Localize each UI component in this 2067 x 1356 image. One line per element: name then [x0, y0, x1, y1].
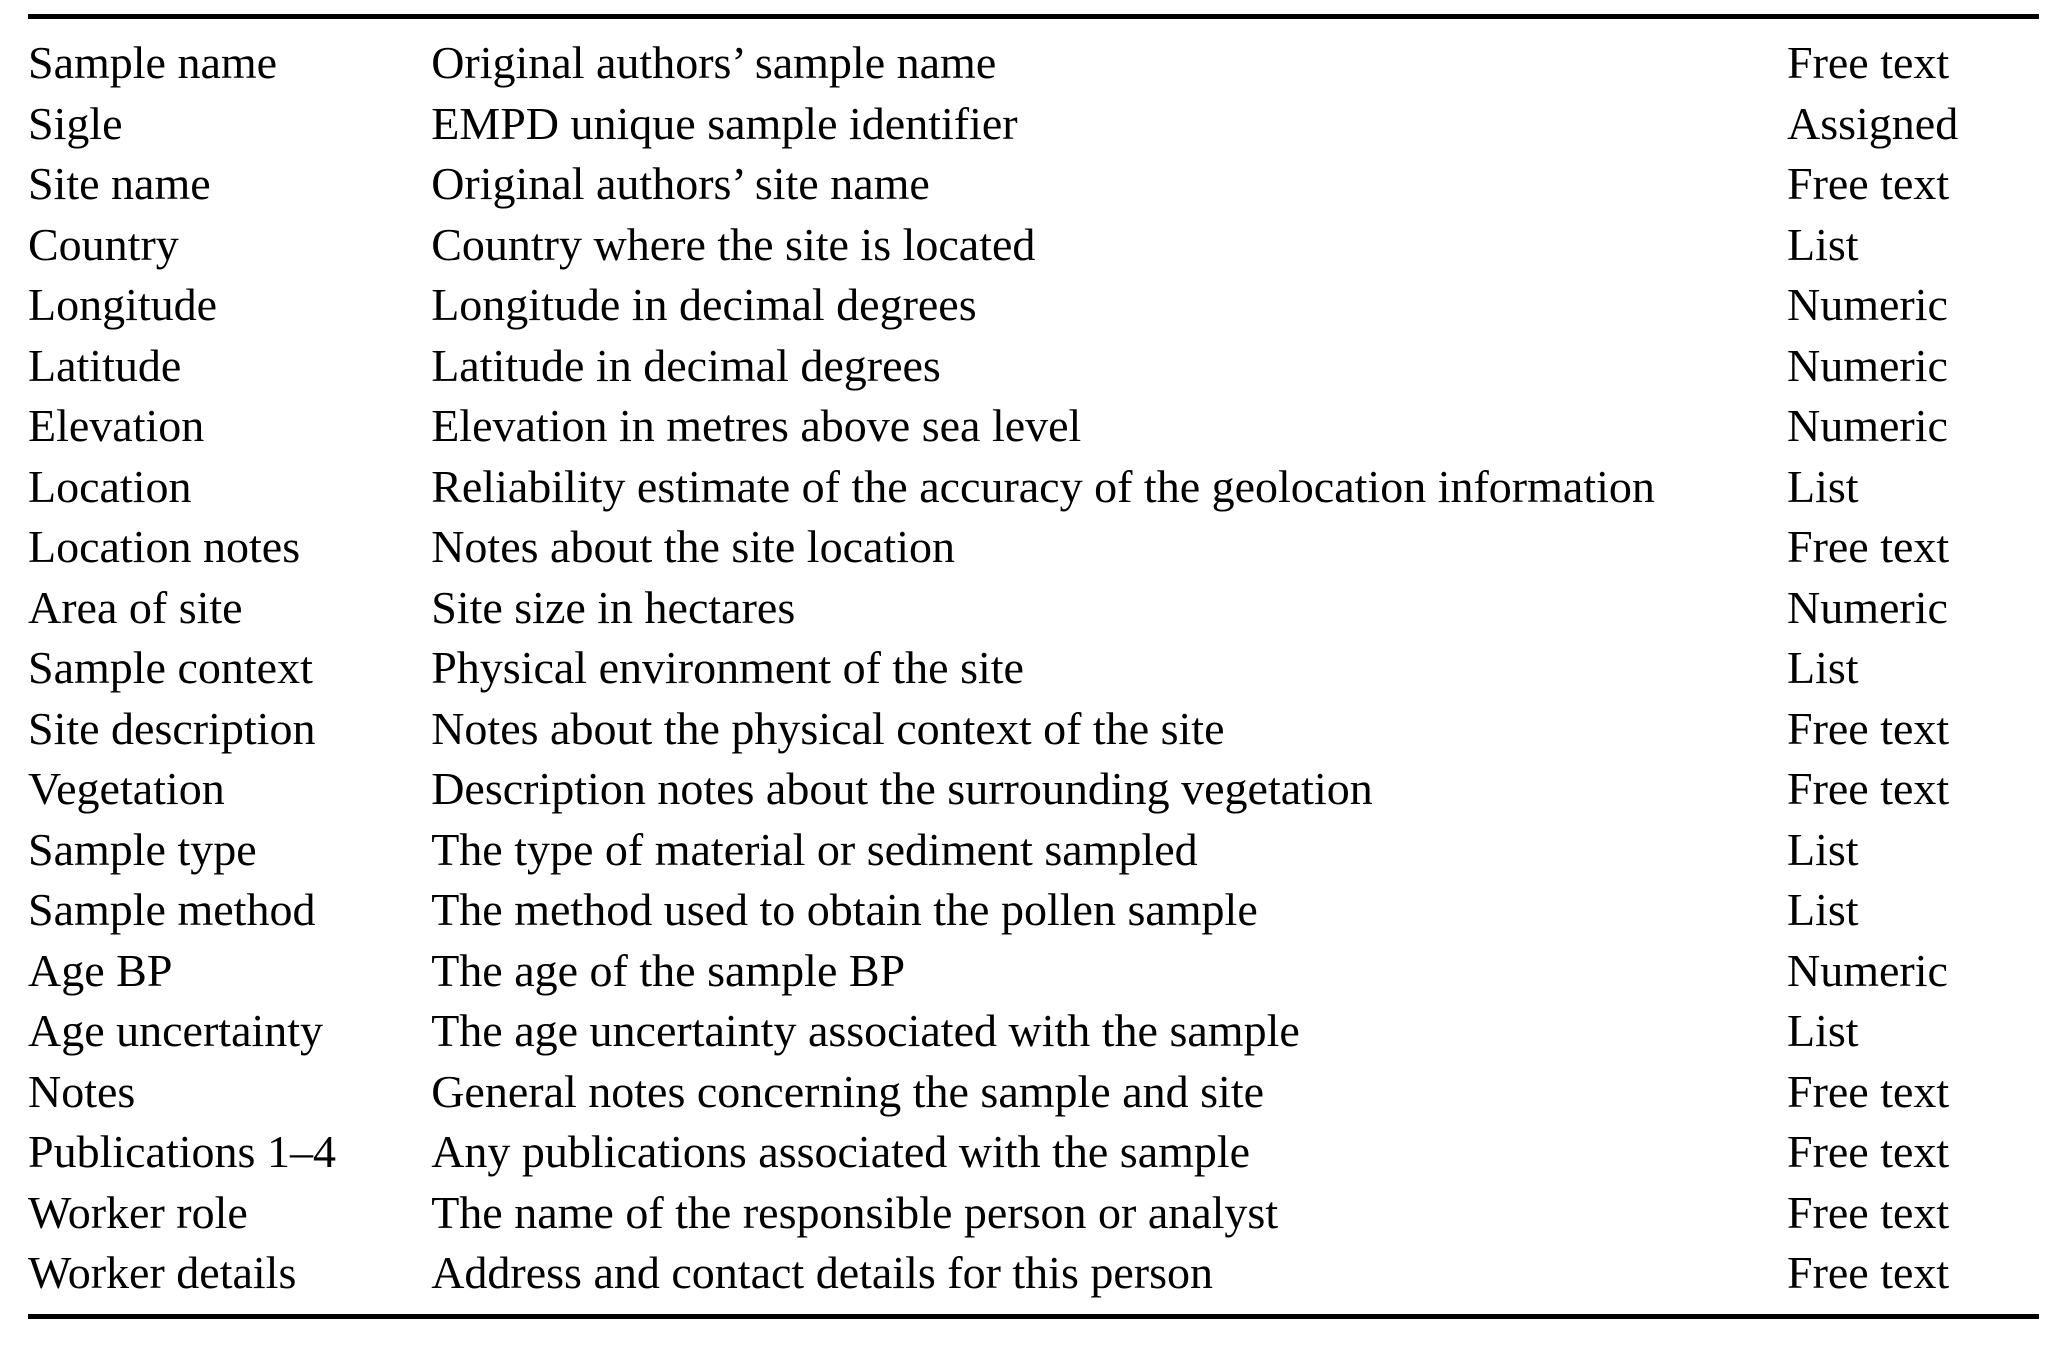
- field-type-cell: Numeric: [1786, 944, 1948, 996]
- table-row: [28, 941, 2039, 1002]
- field-name-cell: Notes: [28, 1065, 136, 1117]
- field-description-cell: Original authors’ site name: [431, 158, 930, 209]
- table-row: [28, 154, 2039, 215]
- field-name-cell: Country: [28, 218, 179, 270]
- field-description-cell: Physical environment of the site: [431, 642, 1024, 693]
- field-name-cell: Publications 1–4: [28, 1126, 336, 1177]
- field-type-cell: List: [1786, 1005, 1859, 1056]
- field-name-cell: Site name: [28, 158, 211, 209]
- field-description-cell: Country where the site is located: [431, 218, 1036, 270]
- field-name-cell: Sample name: [28, 37, 278, 88]
- field-type-cell: Numeric: [1786, 581, 1948, 633]
- field-name-cell: Location notes: [28, 521, 301, 572]
- field-type-cell: List: [1786, 218, 1859, 270]
- table-row: [28, 275, 2039, 336]
- table-bottom-spacer: [28, 1304, 2039, 1314]
- table-row: [28, 336, 2039, 397]
- field-type-cell: Numeric: [1786, 339, 1948, 391]
- table-row: [28, 457, 2039, 518]
- table-row: [28, 1183, 2039, 1244]
- table-row: [28, 396, 2039, 457]
- field-type-cell: Numeric: [1786, 400, 1948, 451]
- field-name-cell: Sample context: [28, 642, 313, 693]
- field-type-cell: List: [1786, 642, 1859, 693]
- field-type-cell: Free text: [1786, 158, 1950, 209]
- table-row: [28, 1001, 2039, 1062]
- field-description-cell: Address and contact details for this person: [431, 1247, 1214, 1298]
- field-type-cell: Free text: [1786, 702, 1950, 754]
- field-name-cell: Worker role: [28, 1186, 248, 1238]
- field-type-cell: List: [1786, 823, 1859, 875]
- field-description-cell: Notes about the physical context of the site: [431, 702, 1225, 754]
- metadata-fields-table: [28, 33, 2039, 1304]
- metadata-table-container: [0, 14, 2067, 1319]
- table-row: [28, 880, 2039, 941]
- field-name-cell: Longitude: [28, 279, 218, 330]
- field-description-cell: Latitude in decimal degrees: [431, 339, 941, 391]
- table-row: [28, 759, 2039, 820]
- field-type-cell: Assigned: [1786, 97, 1959, 149]
- field-name-cell: Vegetation: [28, 763, 225, 814]
- field-name-cell: Age BP: [28, 944, 173, 996]
- field-name-cell: Sample type: [28, 823, 257, 875]
- field-description-cell: Notes about the site location: [431, 521, 955, 572]
- field-description-cell: The type of material or sediment sampled: [431, 823, 1198, 875]
- field-type-cell: Free text: [1786, 1186, 1950, 1238]
- field-type-cell: Numeric: [1786, 279, 1948, 330]
- field-type-cell: Free text: [1786, 1126, 1950, 1177]
- table-row: [28, 638, 2039, 699]
- field-name-cell: Age uncertainty: [28, 1005, 324, 1056]
- field-description-cell: Reliability estimate of the accuracy of the geolocation information: [431, 460, 1655, 512]
- field-description-cell: The age of the sample BP: [431, 944, 906, 996]
- field-name-cell: Worker details: [28, 1247, 297, 1298]
- field-type-cell: List: [1786, 884, 1859, 935]
- table-row: [28, 1243, 2039, 1304]
- field-description-cell: The name of the responsible person or analyst: [431, 1186, 1279, 1238]
- field-type-cell: Free text: [1786, 521, 1950, 572]
- table-row: [28, 94, 2039, 155]
- field-description-cell: Any publications associated with the sample: [431, 1126, 1251, 1177]
- table-body: [28, 33, 2039, 1304]
- table-row: [28, 1122, 2039, 1183]
- table-bottom-rule: [28, 1314, 2039, 1319]
- table-top-spacer: [28, 19, 2039, 33]
- field-description-cell: The age uncertainty associated with the sample: [431, 1005, 1300, 1056]
- field-name-cell: Sample method: [28, 884, 316, 935]
- table-row: [28, 1062, 2039, 1123]
- table-row: [28, 215, 2039, 276]
- field-type-cell: Free text: [1786, 1065, 1950, 1117]
- table-row: [28, 699, 2039, 760]
- field-description-cell: Original authors’ sample name: [431, 37, 997, 88]
- field-description-cell: Description notes about the surrounding vegetation: [431, 763, 1373, 814]
- field-description-cell: General notes concerning the sample and site: [431, 1065, 1265, 1117]
- field-description-cell: Elevation in metres above sea level: [431, 400, 1082, 451]
- field-name-cell: Elevation: [28, 400, 205, 451]
- table-row: [28, 33, 2039, 94]
- field-name-cell: Site description: [28, 702, 316, 754]
- field-description-cell: Site size in hectares: [431, 581, 796, 633]
- table-row: [28, 820, 2039, 881]
- field-type-cell: Free text: [1786, 763, 1950, 814]
- field-description-cell: EMPD unique sample identifier: [431, 97, 1018, 149]
- field-type-cell: Free text: [1786, 37, 1950, 88]
- field-type-cell: Free text: [1786, 1247, 1950, 1298]
- field-name-cell: Sigle: [28, 97, 123, 149]
- table-row: [28, 578, 2039, 639]
- field-name-cell: Area of site: [28, 581, 243, 633]
- field-type-cell: List: [1786, 460, 1859, 512]
- field-name-cell: Latitude: [28, 339, 182, 391]
- field-name-cell: Location: [28, 460, 192, 512]
- table-row: [28, 517, 2039, 578]
- field-description-cell: Longitude in decimal degrees: [431, 279, 977, 330]
- field-description-cell: The method used to obtain the pollen sample: [431, 884, 1258, 935]
